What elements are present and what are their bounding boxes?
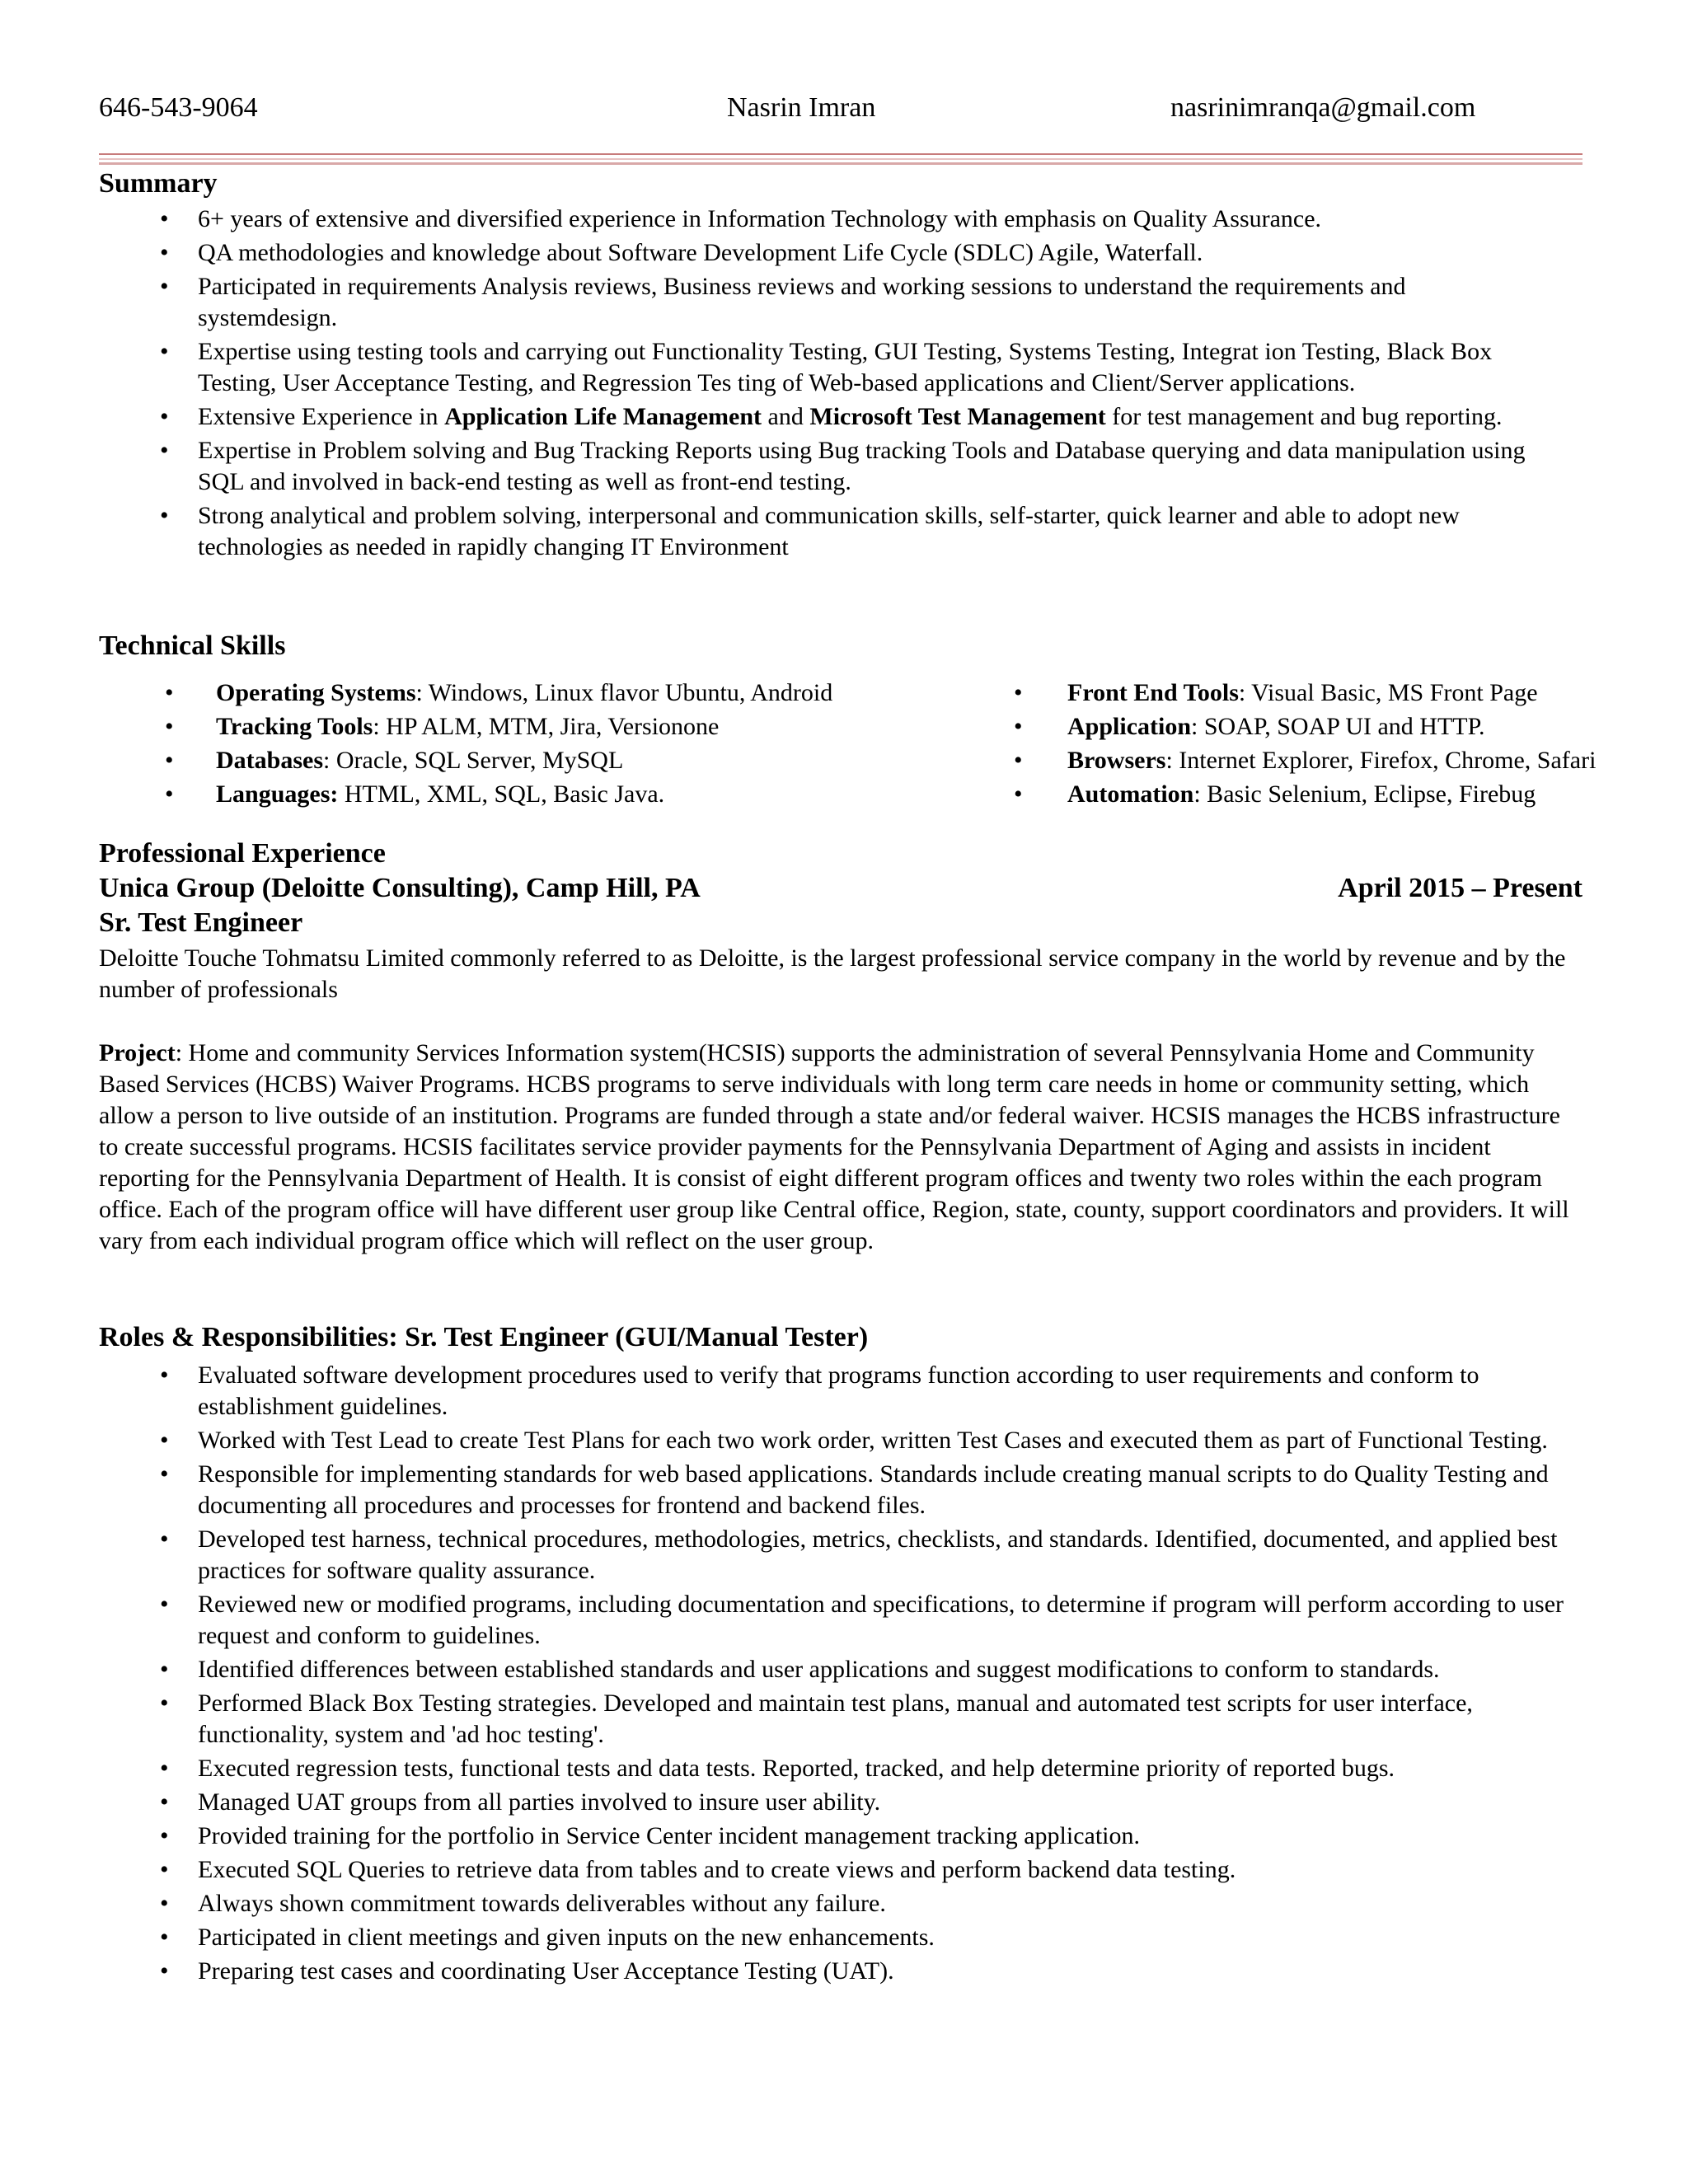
skill-key: Tracking Tools: [216, 713, 373, 740]
skill-value: HTML, XML, SQL, Basic Java.: [338, 780, 665, 808]
role-item: • Reviewed new or modified programs, including documentation and specifications, to determine if program will perform according to user request and conform to guidelines.: [99, 1589, 1587, 1652]
project-description: [99, 1038, 1582, 1257]
skill-item: [99, 743, 832, 777]
skill-item: [964, 676, 1596, 710]
roles-list: [99, 1360, 1587, 1990]
summary-heading: Summary: [99, 168, 218, 199]
skill-key: Databases: [216, 747, 324, 774]
summary-list: [99, 204, 1550, 565]
skill-value: : Visual Basic, MS Front Page: [1238, 679, 1538, 706]
role-item: • Executed SQL Queries to retrieve data from tables and to create views and perform backend data testing.: [99, 1854, 1587, 1886]
project-text: : Home and community Services Information system(HCSIS) supports the administration of several Pennsylvania Home and Community Based Services (HCBS) Waiver Programs. HCBS programs to serve individuals with long term care needs in home or community setting, which allow a person to live outside of an institution. Programs are funded through a state and/or federal waiver. HCSIS manages the HCBS infrastructure to create successful programs. HCSIS facilitates service provider payments for the Pennsylvania Department of Aging and assists in incident reporting for the Pennsylvania Department of Health. It is consist of eight different program offices and twenty two roles within the each program office. Each of the program office will have different user group like Central office, Region, state, county, support coordinators and providers. It will vary from each individual program office which will reflect on the user group.: [99, 1039, 1569, 1254]
summary-item: • 6+ years of extensive and diversified experience in Information Technology with emphasis on Quality Assurance.: [99, 204, 1550, 235]
skill-value: : SOAP, SOAP UI and HTTP.: [1191, 713, 1485, 740]
skill-item: [964, 710, 1596, 743]
contact-header: [99, 92, 1589, 134]
phone-number: 646-543-9064: [99, 92, 258, 123]
role-item: • Always shown commitment towards deliverables without any failure.: [99, 1888, 1587, 1919]
job-header: [99, 873, 1582, 904]
summary-item-text: for test management and bug reporting.: [1105, 403, 1503, 430]
skill-value: : Oracle, SQL Server, MySQL: [323, 747, 624, 774]
skill-item: [964, 777, 1596, 811]
summary-item: • Participated in requirements Analysis reviews, Business reviews and working sessions to understand the requirements and systemdesign.: [99, 271, 1550, 334]
company-name: Unica Group (Deloitte Consulting), Camp Hill, PA: [99, 873, 701, 903]
email-address: nasrinimranqa@gmail.com: [1170, 92, 1476, 123]
role-item: • Worked with Test Lead to create Test Plans for each two work order, written Test Cases and executed them as part of Functional Testing.: [99, 1425, 1587, 1456]
experience-heading: Professional Experience: [99, 838, 386, 869]
skills-left-column: [99, 676, 832, 811]
role-item: • Developed test harness, technical procedures, methodologies, metrics, checklists, and standards. Identified, documented, and applied best practices for software quality assurance.: [99, 1524, 1587, 1586]
skill-key: Languages:: [216, 780, 339, 808]
skill-value: : HP ALM, MTM, Jira, Versionone: [373, 713, 720, 740]
role-item: • Executed regression tests, functional tests and data tests. Reported, tracked, and help determine priority of reported bugs.: [99, 1753, 1587, 1784]
summary-item: • Expertise using testing tools and carrying out Functionality Testing, GUI Testing, Systems Testing, Integrat ion Testing, Black Box Testing, User Acceptance Testing, and Regression Tes ting of Web-based applications and Client/Server applications.: [99, 336, 1550, 399]
summary-item-text: and: [762, 403, 810, 430]
summary-item-bold: Application Life Management: [444, 403, 762, 430]
skill-key: Application: [1067, 713, 1192, 740]
company-description: Deloitte Touche Tohmatsu Limited commonly referred to as Deloitte, is the largest professional service company in the world by revenue and by the number of professionals: [99, 944, 1566, 1003]
job-dates: April 2015 – Present: [1338, 873, 1582, 903]
summary-item: • Strong analytical and problem solving, interpersonal and communication skills, self-starter, quick learner and able to adopt new technologies as needed in rapidly changing IT Environment: [99, 500, 1550, 563]
skill-value: : Basic Selenium, Eclipse, Firebug: [1193, 780, 1536, 808]
skill-value: : Internet Explorer, Firefox, Chrome, Safari: [1165, 747, 1597, 774]
skill-value: : Windows, Linux flavor Ubuntu, Android: [415, 679, 833, 706]
role-item: • Preparing test cases and coordinating User Acceptance Testing (UAT).: [99, 1956, 1587, 1987]
candidate-name: Nasrin Imran: [727, 92, 876, 123]
header-divider: [99, 153, 1582, 165]
summary-item-text: Extensive Experience in: [198, 403, 445, 430]
role-item: • Evaluated software development procedures used to verify that programs function according to user requirements and conform to establishment guidelines.: [99, 1360, 1587, 1422]
skill-item: [964, 743, 1596, 777]
skill-key: Front End Tools: [1067, 679, 1239, 706]
skills-right-column: [964, 676, 1596, 811]
role-item: • Identified differences between established standards and user applications and suggest modifications to conform to standards.: [99, 1654, 1587, 1685]
skill-key: Operating Systems: [216, 679, 416, 706]
technical-skills-heading: Technical Skills: [99, 630, 286, 661]
skill-key: Browsers: [1067, 747, 1166, 774]
job-title: Sr. Test Engineer: [99, 907, 303, 938]
summary-item-bold: Microsoft Test Management: [809, 403, 1106, 430]
summary-item: [99, 401, 1550, 433]
skill-item: [99, 676, 832, 710]
summary-item: • QA methodologies and knowledge about Software Development Life Cycle (SDLC) Agile, Waterfall.: [99, 237, 1550, 269]
role-item: • Managed UAT groups from all parties involved to insure user ability.: [99, 1787, 1587, 1818]
summary-item: • Expertise in Problem solving and Bug Tracking Reports using Bug tracking Tools and Database querying and data manipulation using SQL and involved in back-end testing as well as front-end testing.: [99, 435, 1550, 498]
role-item: • Participated in client meetings and given inputs on the new enhancements.: [99, 1922, 1587, 1953]
role-item: • Responsible for implementing standards for web based applications. Standards include creating manual scripts to do Quality Testing and documenting all procedures and processes for frontend and backend files.: [99, 1459, 1587, 1521]
skill-item: [99, 710, 832, 743]
skill-item: [99, 777, 832, 811]
role-item: • Provided training for the portfolio in Service Center incident management tracking application.: [99, 1821, 1587, 1852]
role-item: • Performed Black Box Testing strategies. Developed and maintain test plans, manual and automated test scripts for user interface, functionality, system and 'ad hoc testing'.: [99, 1688, 1587, 1750]
skill-key: Automation: [1067, 780, 1194, 808]
roles-heading: Roles & Responsibilities: Sr. Test Engineer (GUI/Manual Tester): [99, 1322, 869, 1352]
project-label: Project: [99, 1039, 176, 1066]
